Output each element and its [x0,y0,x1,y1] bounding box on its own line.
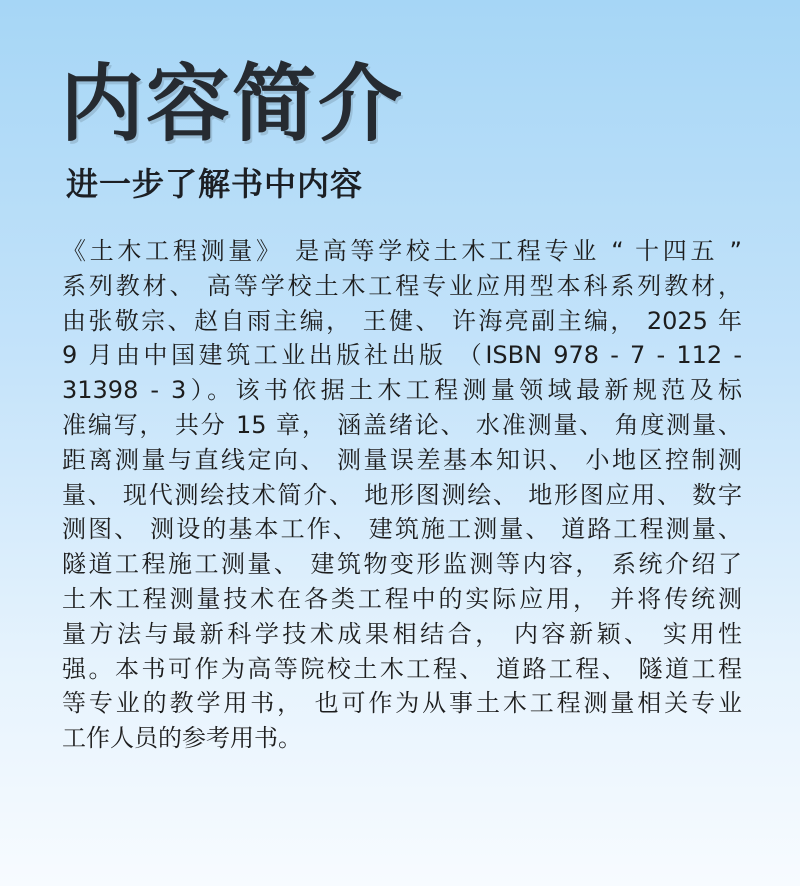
body-line: 工作人员的参考用书。 [62,724,302,753]
body-line: 准编写， 共分 15 章， 涵盖绪论、 水准测量、 角度测量、 [62,410,742,439]
body-line: 强。本书可作为高等院校土木工程、 道路工程、 隧道工程 [62,654,742,683]
body-line: 量方法与最新科学技术成果相结合， 内容新颖、 实用性 [62,619,742,648]
page-subtitle: 进一步了解书中内容 [66,165,364,203]
body-line: 9 月由中国建筑工业出版社出版 （ISBN 978 - 7 - 112 - [62,341,742,370]
body-line: 隧道工程施工测量、 建筑物变形监测等内容， 系统介绍了 [62,550,742,579]
body-line: 31398 - 3）。该书依据土木工程测量领域最新规范及标 [62,376,742,405]
body-line: 测图、 测设的基本工作、 建筑施工测量、 道路工程测量、 [62,515,742,544]
body-line: 距离测量与直线定向、 测量误差基本知识、 小地区控制测 [62,445,742,474]
body-line: 由张敬宗、赵自雨主编， 王健、 许海亮副主编， 2025 年 [62,306,742,335]
body-line: 《土木工程测量》 是高等学校土木工程专业 “ 十四五 ” [62,237,742,265]
body-line: 量、 现代测绘技术简介、 地形图测绘、 地形图应用、 数字 [62,480,742,509]
intro-body [62,234,742,756]
body-line: 土木工程测量技术在各类工程中的实际应用， 并将传统测 [62,584,742,613]
body-line: 系列教材、 高等学校土木工程专业应用型本科系列教材， [62,271,742,300]
page-title: 内容简介 [60,55,405,153]
body-line: 等专业的教学用书， 也可作为从事土木工程测量相关专业 [62,689,742,718]
